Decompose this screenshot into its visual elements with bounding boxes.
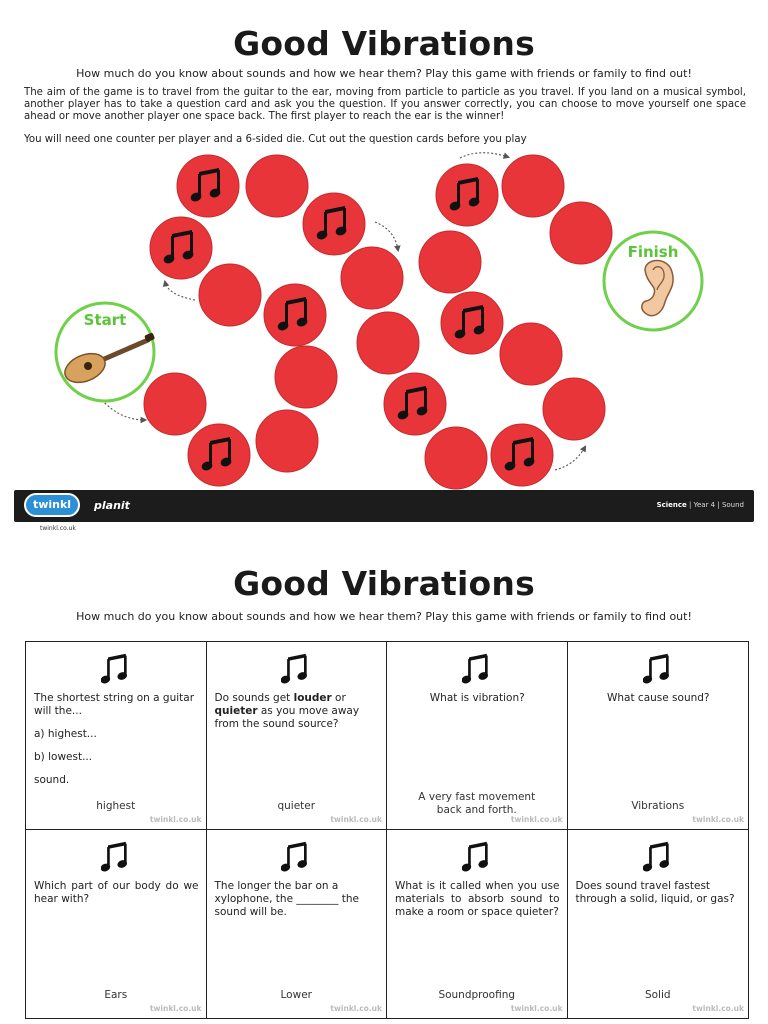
card-answer: Soundproofing <box>438 989 516 1001</box>
finish-label: Finish <box>627 243 679 261</box>
planit-brand: planit <box>94 499 130 512</box>
card-question: Do sounds get louder or quieter as you move away from the sound source? <box>214 692 360 730</box>
card-question: The longer the bar on a xylophone, the ________ the sound will be. <box>214 880 359 918</box>
particle <box>256 410 318 472</box>
footer-subject: Science <box>656 501 687 509</box>
card-answer: quieter <box>277 800 316 812</box>
card-watermark: twinkl.co.uk <box>330 1004 382 1013</box>
question-card <box>387 830 568 1018</box>
question-cards-page <box>0 540 768 1024</box>
card-option: a) highest... <box>34 728 97 740</box>
particle <box>246 155 308 217</box>
particle <box>275 346 337 408</box>
note-space <box>150 217 212 279</box>
card-watermark: twinkl.co.uk <box>510 815 563 824</box>
note-space <box>303 193 365 255</box>
question-card <box>568 830 749 1018</box>
note-space <box>441 292 503 354</box>
question-card <box>568 642 749 830</box>
music-note-icon <box>462 840 492 872</box>
footer-topic: Sound <box>721 501 744 509</box>
note-space <box>177 155 239 217</box>
question-card <box>207 642 388 830</box>
game-requirements: You will need one counter per player and a 6-sided die. Cut out the question cards before you play <box>24 134 527 145</box>
particle <box>341 247 403 309</box>
particle <box>419 231 481 293</box>
card-question: The shortest string on a guitar will the... <box>34 692 195 717</box>
card-answer: Vibrations <box>631 800 685 812</box>
music-note-icon <box>101 652 131 684</box>
note-space <box>188 424 250 486</box>
start-space <box>56 303 155 401</box>
note-space <box>264 284 326 346</box>
card-watermark: twinkl.co.uk <box>692 815 744 824</box>
card-question: What cause sound? <box>607 692 710 704</box>
card-watermark: twinkl.co.uk <box>510 1004 563 1013</box>
footer-url: twinkl.co.uk <box>40 525 76 532</box>
particle <box>425 427 487 489</box>
music-note-icon <box>281 652 311 684</box>
footer-year: Year 4 <box>693 501 716 509</box>
card-option: b) lowest... <box>34 751 93 763</box>
card-watermark: twinkl.co.uk <box>330 815 382 824</box>
music-note-icon <box>101 840 131 872</box>
page-footer <box>14 490 754 522</box>
question-card <box>207 830 388 1018</box>
page-title: Good Vibrations <box>233 24 535 63</box>
particle <box>144 373 206 435</box>
card-option: sound. <box>34 774 70 786</box>
particle <box>500 323 562 385</box>
note-space <box>436 164 498 226</box>
card-question: What is vibration? <box>429 692 525 704</box>
particle <box>357 312 419 374</box>
page-subtitle: How much do you know about sounds and how we hear them? Play this game with friends or family to find out! <box>76 67 692 80</box>
question-card <box>387 642 568 830</box>
card-watermark: twinkl.co.uk <box>692 1004 744 1013</box>
question-card-grid <box>25 641 749 1019</box>
particle <box>199 264 261 326</box>
game-instructions: The aim of the game is to travel from the guitar to the ear, moving from particle to particle as you travel. If you land on a musical symbol, another player has to take a question card and ask you the question. If you answer correctly, you can choose to move yourself one space ahead or move another player one space back. The first player to reach the ear is the winner! <box>24 87 746 122</box>
card-watermark: twinkl.co.uk <box>149 1004 202 1013</box>
particle <box>543 378 605 440</box>
twinkl-logo: twinkl <box>24 493 80 517</box>
finish-space <box>604 232 702 330</box>
particle <box>502 155 564 217</box>
music-note-icon <box>462 652 492 684</box>
note-space <box>384 373 446 435</box>
page-title: Good Vibrations <box>233 564 535 603</box>
card-question: Does sound travel fastest through a solid, liquid, or gas? <box>575 880 735 905</box>
card-question: Which part of our body do we hear with? <box>34 880 199 905</box>
card-answer: A very fast movement back and forth. <box>418 791 536 816</box>
note-space <box>491 424 553 486</box>
question-card <box>26 642 207 830</box>
card-answer: Solid <box>644 989 671 1001</box>
card-question: What is it called when you use materials to absorb sound to make a room or space quieter? <box>395 880 560 918</box>
music-note-icon <box>643 840 673 872</box>
footer-meta: Science | Year 4 | Sound <box>656 501 744 509</box>
card-answer: Lower <box>280 989 312 1001</box>
music-note-icon <box>281 840 311 872</box>
card-answer: Ears <box>104 989 128 1001</box>
music-note-icon <box>643 652 673 684</box>
particle <box>550 202 612 264</box>
question-card <box>26 830 207 1018</box>
card-answer: highest <box>96 800 136 812</box>
start-label: Start <box>83 311 127 329</box>
card-watermark: twinkl.co.uk <box>149 815 202 824</box>
page-subtitle: How much do you know about sounds and how we hear them? Play this game with friends or family to find out! <box>76 610 692 623</box>
